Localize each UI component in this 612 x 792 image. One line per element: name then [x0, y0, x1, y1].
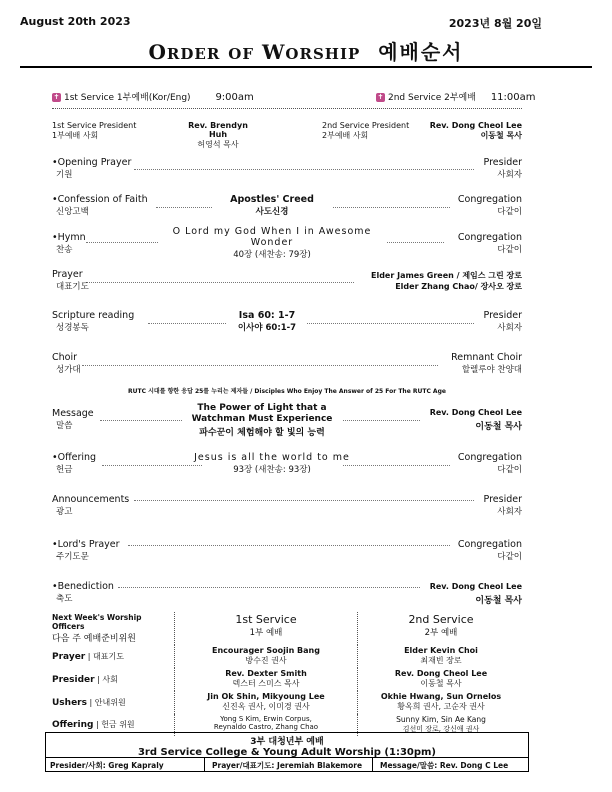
divider — [52, 108, 522, 109]
page-title: ORDER OF WORSHIP 예배순서 — [148, 40, 464, 64]
third-service-presider: Presider/사회: Greg Kapraly — [50, 761, 164, 770]
third-service-title-en: 3rd Service College & Young Adult Worship (1:30pm) — [137, 747, 437, 758]
table-row: Ushers | 안내위원 Jin Ok Shin, Mikyoung Lee 신진옥 권사, 이미경 권사 Okhie Hwang, Sun Ornelos 황옥희 권사, 고순자 권사 — [50, 691, 524, 714]
order-item-prayer: Prayer 대표기도 Elder James Green / 제임스 그린 장로 Elder Zhang Chao/ 장사오 장로 — [52, 269, 522, 292]
cross-icon: ✝ — [53, 93, 60, 101]
order-item-message: Message 말씀 The Power of Light that a Watchman Must Experience 파수꾼이 체험해야 할 빛의 능력 Rev. Dong Cheol Lee 이동철 목사 — [52, 403, 522, 438]
title-korean: 예배순서 — [378, 40, 464, 64]
third-service-officers — [46, 757, 528, 772]
third-service-prayer: Prayer/대표기도: Jeremiah Blakemore — [212, 761, 363, 770]
third-service-message: Message/말씀: Rev. Dong C Lee — [380, 761, 509, 770]
order-item-offering: •Offering 헌금 Jesus is all the world to me 93장 (새찬송: 93장) Congregation 다같이 — [52, 452, 522, 475]
date-korean: 2023년 8월 20일 — [448, 17, 542, 30]
order-item-scripture: Scripture reading 성경봉독 Isa 60: 1-7 이사야 60:1-7 Presider 사회자 — [52, 310, 522, 333]
cross-icon: ✝ — [377, 93, 384, 101]
order-item-confession: •Confession of Faith 신앙고백 Apostles' Creed 사도신경 Congregation 다같이 — [52, 194, 522, 217]
second-president-label: 2nd Service President 2부예배 사회 — [322, 121, 410, 140]
table-header-row: Next Week's Worship Officers 다음 주 예배준비위원 1st Service 1부 예배 2nd Service 2부 예배 — [52, 613, 474, 644]
order-item-announcements: Announcements 광고 Presider 사회자 — [52, 494, 522, 517]
first-president-label: 1st Service President 1부예배 사회 — [52, 121, 137, 140]
rutc-banner: RUTC 시대를 향한 응답 25를 누리는 제자들 / Disciples Who Enjoy The Answer of 25 For The RUTC Age — [128, 388, 446, 395]
third-service-title-ko: 3부 대청년부 예배 — [250, 737, 324, 747]
first-president-name: Rev. Brendyn Huh 허영석 목사 — [188, 121, 248, 149]
order-item-opening-prayer: •Opening Prayer 기원 Presider 사회자 — [52, 157, 522, 180]
table-row: Prayer | 대표기도 Encourager Soojin Bang 방수진 권사 Elder Kevin Choi 최재빈 장로 — [50, 645, 524, 668]
first-service-time: ✝ 1st Service 1부예배(Kor/Eng) 9:00am — [53, 92, 254, 103]
third-service-box — [45, 732, 529, 772]
order-item-hymn: •Hymn 찬송 O Lord my God When I in Awesome Wonder 40장 (새찬송: 79장) Congregation 다같이 — [52, 226, 522, 260]
second-president-name: Rev. Dong Cheol Lee 이동철 목사 — [429, 121, 522, 140]
order-item-lords-prayer: •Lord's Prayer 주기도문 Congregation 다같이 — [52, 539, 522, 562]
order-item-choir: Choir 성가대 Remnant Choir 할렐루야 찬양대 — [52, 352, 522, 375]
second-service-time: ✝ 2nd Service 2부예배 11:00am — [377, 92, 536, 103]
date-english: August 20th 2023 — [20, 15, 131, 28]
worship-officers-table — [50, 612, 524, 736]
title-divider — [20, 66, 592, 68]
table-row: Offering | 헌금 위원 Yong S Kim, Erwin Corpus, Reynaldo Castro, Zhang Chao Sunny Kim, Sin Ae Kang 김선미 장로, 강신애 권사 — [50, 714, 524, 736]
table-row: Presider | 사회 Rev. Dexter Smith 덱스터 스미스 목사 Rev. Dong Cheol Lee 이동철 목사 — [50, 668, 524, 691]
order-item-benediction: •Benediction 축도 Rev. Dong Cheol Lee 이동철 목사 — [52, 581, 522, 606]
